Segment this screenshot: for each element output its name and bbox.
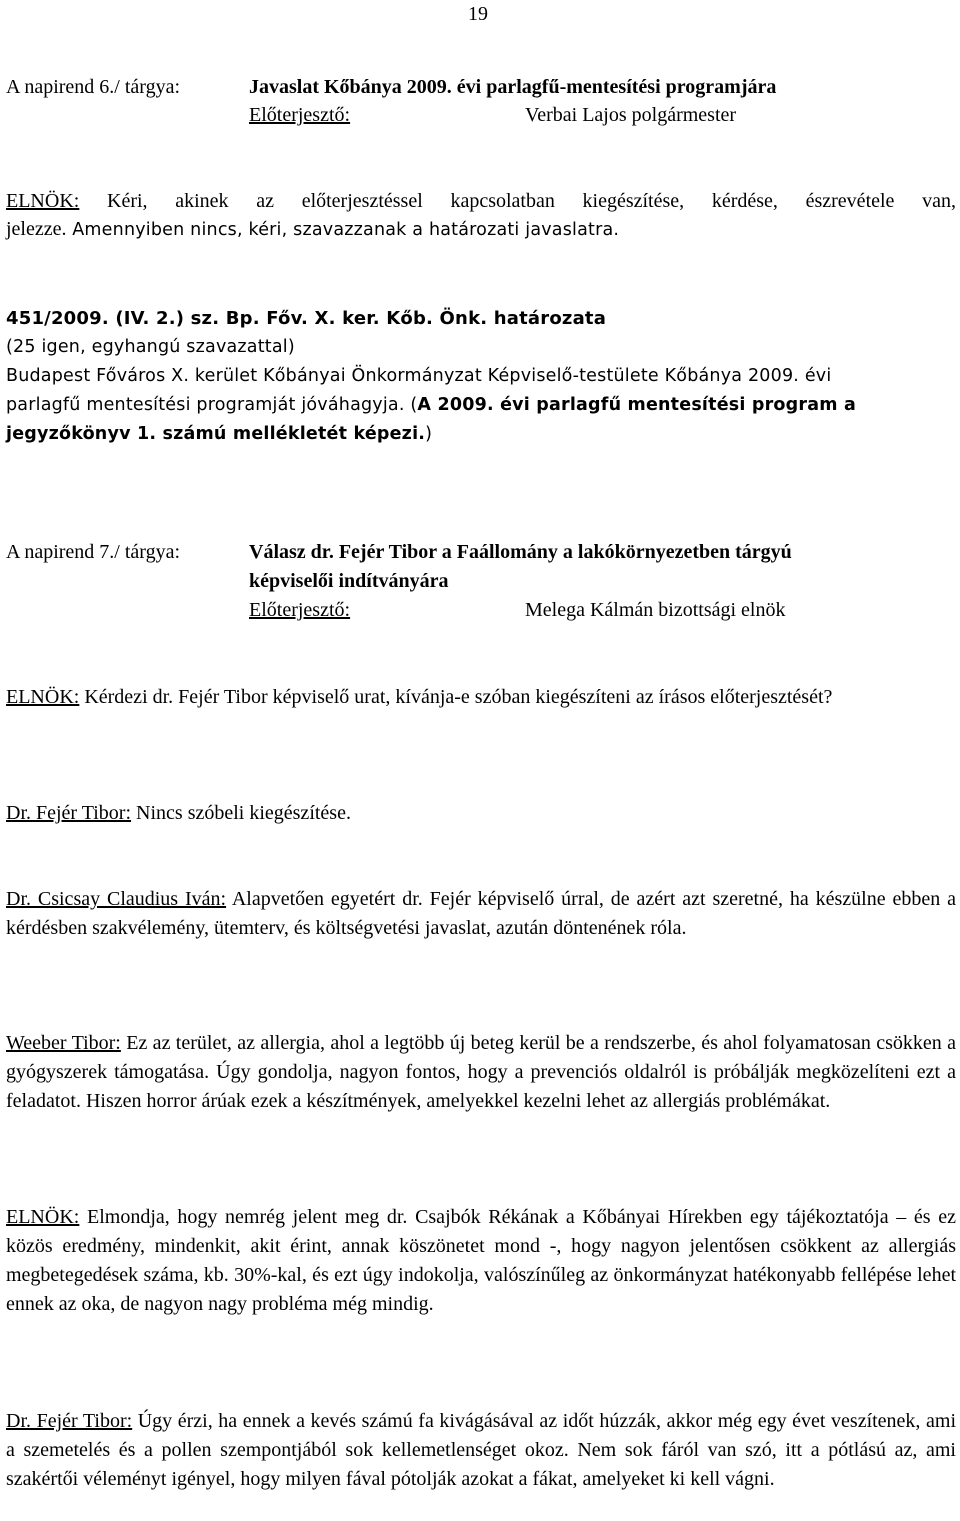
resolution-annex-note: jegyzőkönyv 1. számú mellékletét képezi. — [6, 424, 426, 444]
paragraph-text: Úgy érzi, ha ennek a kevés számú fa kivágásával az időt húzzák, akkor még egy évet veszítenek, ami a szemetelés és a pollen szempontjából sok kellemetlenséget okoz. Nem sok fáról van szó, itt a pótlású az, ami szakértői véleményt igényel, hogy milyen fával pótolják azokat a fákat, amelyeket ki kell vágni. — [6, 1410, 956, 1490]
presenter-name: Melega Kálmán bizottsági elnök — [525, 599, 786, 621]
fejer-paragraph-1 — [6, 799, 956, 828]
resolution-body-line-3 — [6, 420, 956, 448]
speaker-label: ELNÖK: — [6, 686, 80, 708]
resolution-vote: (25 igen, egyhangú szavazattal) — [6, 337, 295, 357]
paragraph-text: Alapvetően egyetért dr. Fejér képviselő úrral, de azért azt szeretné, ha készülne ebben a kérdésben szakvélemény, ütemterv, és költségvetési javaslat, azután döntenének róla. — [6, 888, 956, 939]
speaker-label: Dr. Csicsay Claudius Iván: — [6, 888, 227, 910]
presenter-label: Előterjesztő: — [249, 104, 351, 126]
agenda-item-7-title: Válasz dr. Fejér Tibor a Faállomány a lakókörnyezetben tárgyú — [249, 541, 792, 563]
speaker-label: Dr. Fejér Tibor: — [6, 1410, 133, 1432]
agenda-item-7-label: A napirend 7./ tárgya: — [6, 541, 181, 563]
speaker-label: ELNÖK: — [6, 190, 80, 212]
agenda-item-6-label: A napirend 6./ tárgya: — [6, 76, 181, 98]
agenda-item-7-title: képviselői indítványára — [249, 570, 449, 592]
paragraph-text: Kérdezi dr. Fejér Tibor képviselő urat, kívánja-e szóban kiegészíteni az írásos előterjesztését? — [79, 686, 833, 708]
weeber-paragraph — [6, 1029, 956, 1116]
fejer-paragraph-2 — [6, 1407, 956, 1494]
chair-paragraph-1-line-2 — [6, 215, 956, 244]
presenter-name: Verbai Lajos polgármester — [525, 104, 737, 126]
csicsay-paragraph — [6, 885, 956, 943]
chair-paragraph-3 — [6, 1203, 956, 1319]
chair-paragraph-1-line-1 — [6, 187, 956, 215]
speaker-label: ELNÖK: — [6, 1206, 80, 1228]
resolution-text: ) — [425, 424, 433, 444]
resolution-annex-note: A 2009. évi parlagfű mentesítési program a — [417, 395, 856, 415]
agenda-item-6-title: Javaslat Kőbánya 2009. évi parlagfű-mentesítési programjára — [249, 76, 777, 98]
resolution-body-line-1: Budapest Főváros X. kerület Kőbányai Önkormányzat Képviselő-testülete Kőbánya 2009. évi — [6, 366, 832, 386]
paragraph-text: jelezze. — [6, 218, 67, 240]
paragraph-text: Ez az terület, az allergia, ahol a legtöbb új beteg kerül be a rendszerbe, és ahol folyamatosan csökken a gyógyszerek támogatása. Úgy gondolja, nagyon fontos, hogy a prevenciós oldalról is próbálják megközelíteni ezt a feladatot. Hiszen horror árúak ezek a készítmények, amelyekkel kezelni lehet az allergiás problémákat. — [6, 1032, 956, 1112]
resolution-body-line-2 — [6, 391, 956, 419]
paragraph-text: Elmondja, hogy nemrég jelent meg dr. Csajbók Rékának a Kőbányai Hírekben egy tájékoztatója – és ez közös eredmény, mindenkit, akit érint, annak köszönetet mond -, hogy nagyon jelentősen csökkent az allergiás megbetegedések száma, kb. 30%-kal, és ezt úgy indokolja, valószínűleg az önkormányzat hatékonyabb fellépése lehet ennek az oka, de nagyon nagy probléma még mindig. — [6, 1206, 956, 1315]
chair-paragraph-2 — [6, 683, 956, 712]
speaker-label: Dr. Fejér Tibor: — [6, 802, 132, 824]
paragraph-text: Nincs szóbeli kiegészítése. — [131, 802, 351, 824]
page-number: 19 — [468, 3, 488, 25]
paragraph-text: Kéri, akinek az előterjesztéssel kapcsolatban kiegészítése, kérdése, észrevétele van, — [79, 190, 956, 212]
paragraph-text: Amennyiben nincs, kéri, szavazzanak a határozati javaslatra. — [66, 220, 620, 240]
presenter-label: Előterjesztő: — [249, 599, 351, 621]
speaker-label: Weeber Tibor: — [6, 1032, 121, 1054]
resolution-text: parlagfű mentesítési programját jóváhagyja. ( — [6, 395, 418, 415]
resolution-number: 451/2009. (IV. 2.) sz. Bp. Főv. X. ker. Kőb. Önk. határozata — [6, 308, 607, 329]
